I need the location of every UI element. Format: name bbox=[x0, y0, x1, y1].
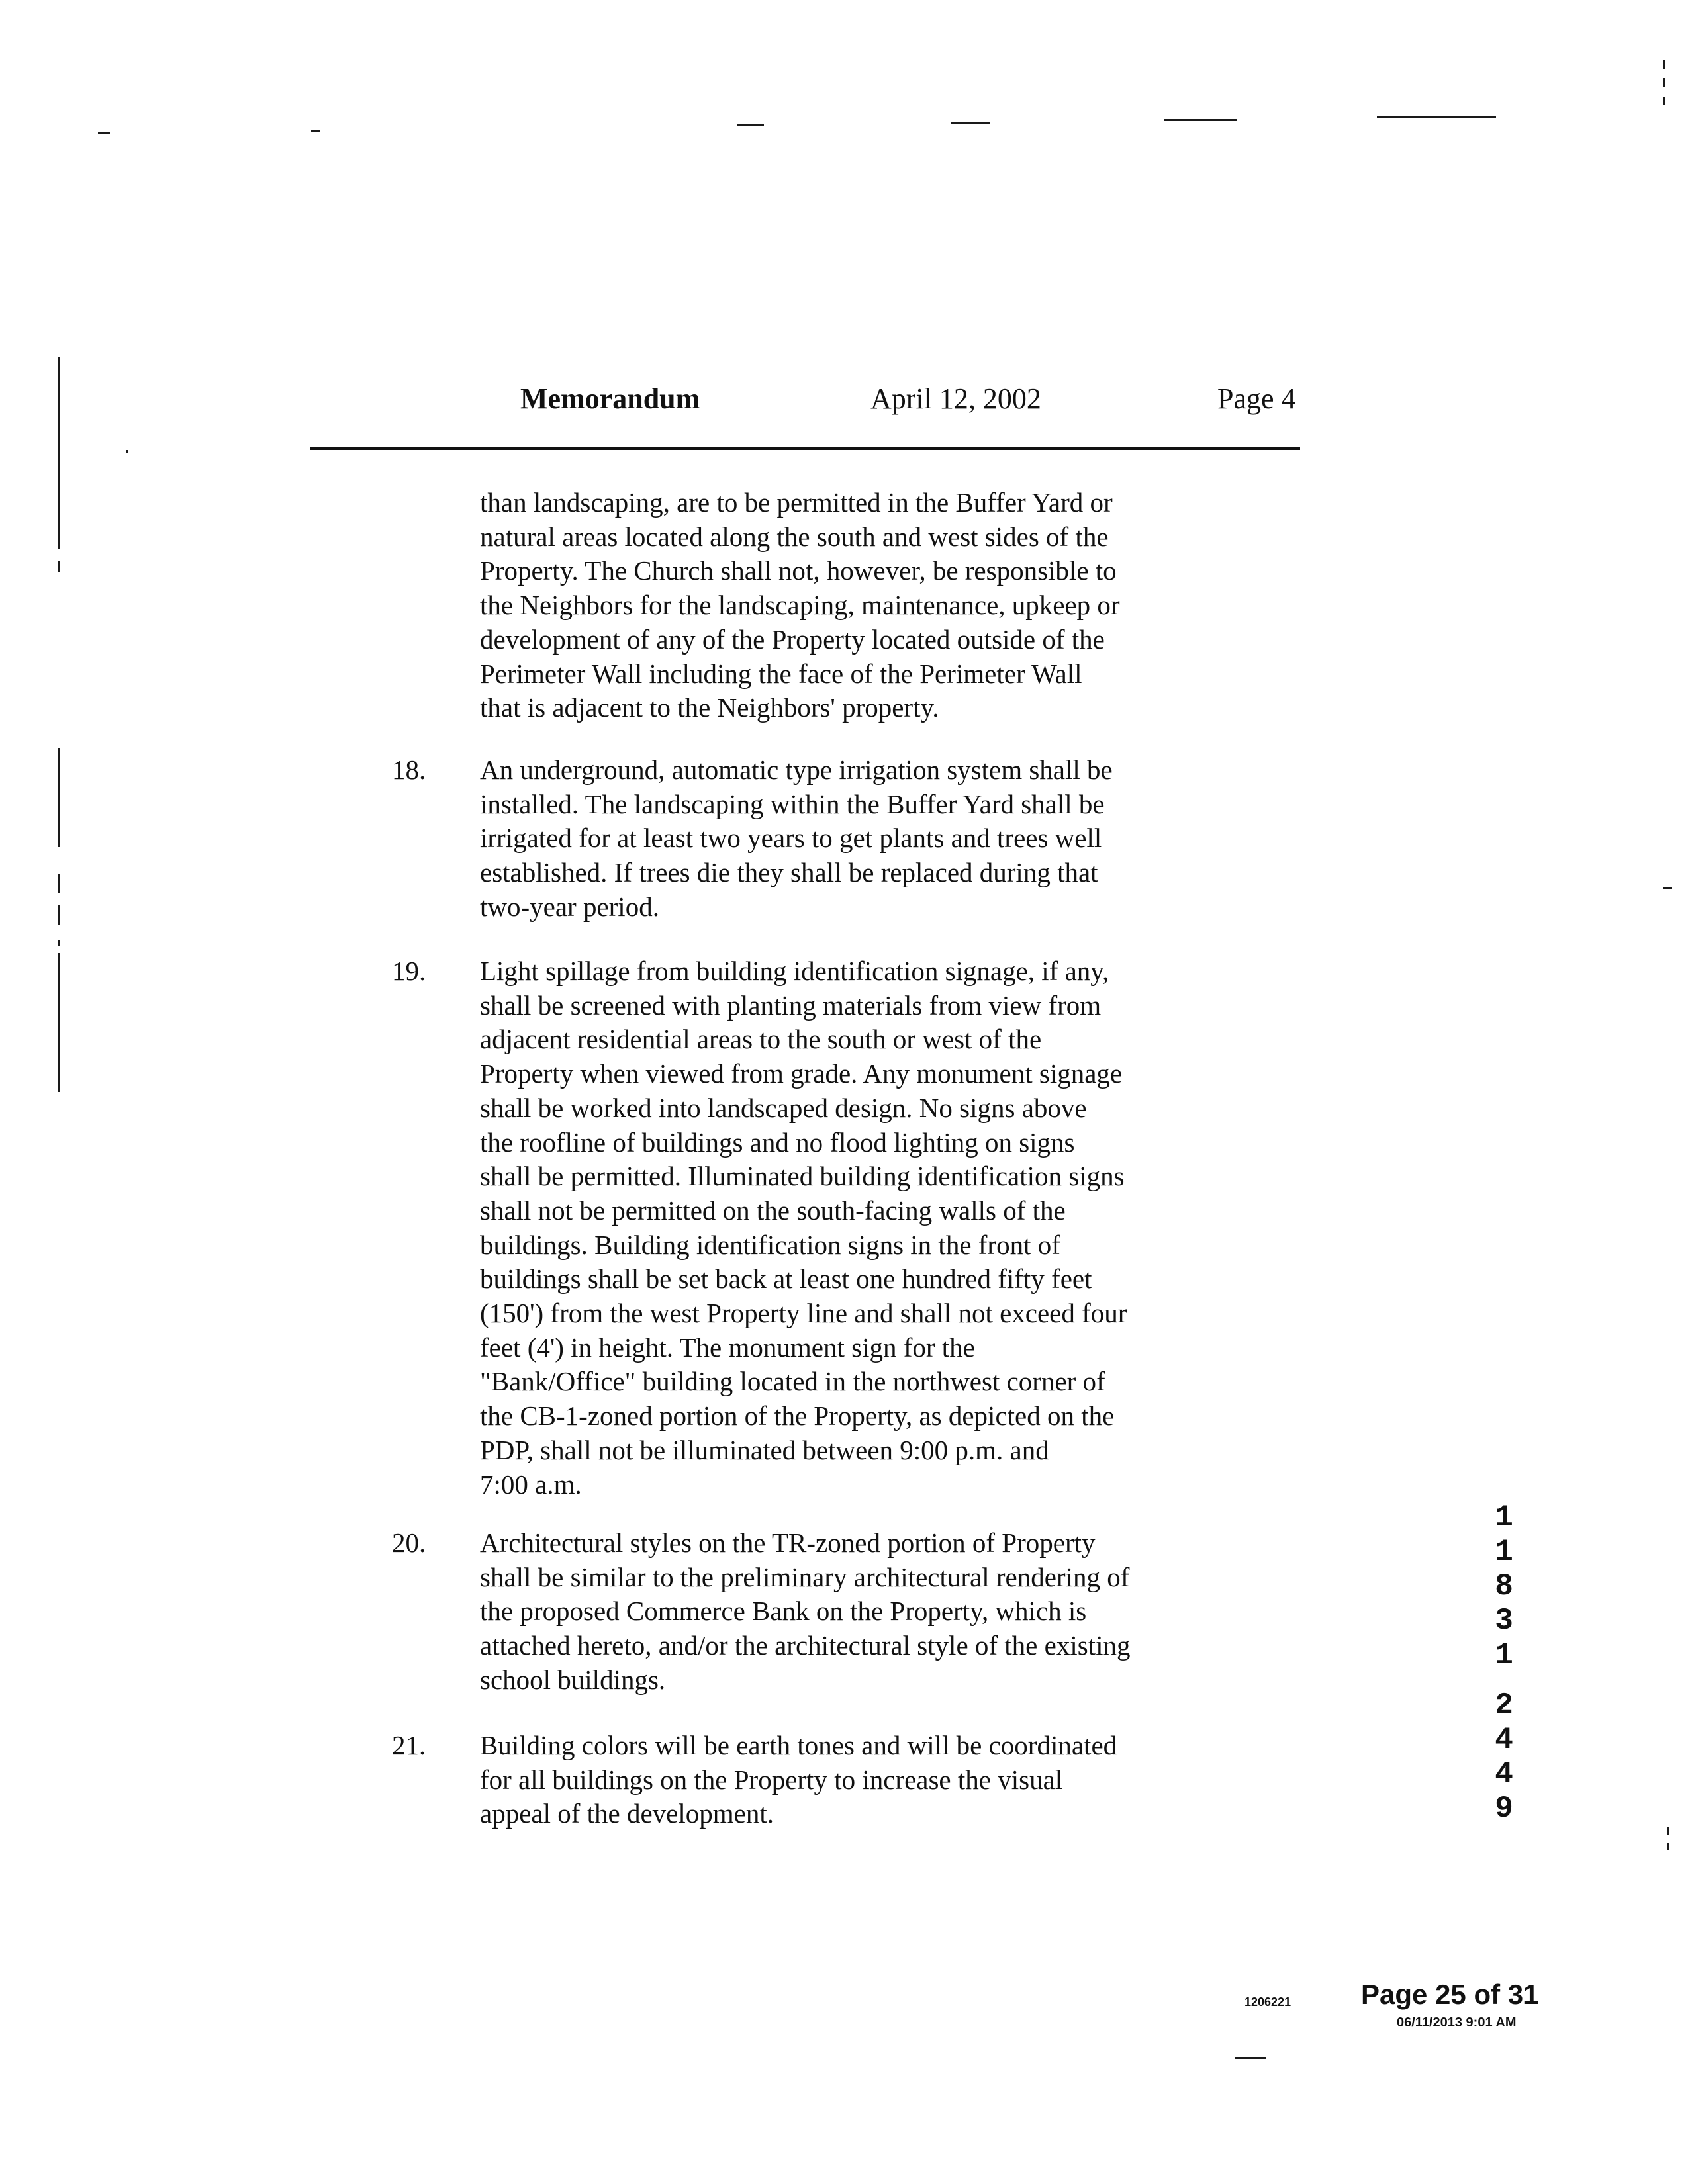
scan-mark bbox=[58, 748, 60, 847]
scan-mark bbox=[951, 122, 990, 124]
item-text: Building colors will be earth tones and will be coordinated for all buildings on the Property to increase the visual appeal of the development. bbox=[480, 1730, 1117, 1829]
margin-digit: 1 bbox=[1495, 1638, 1513, 1672]
memo-date: April 12, 2002 bbox=[870, 383, 1041, 415]
scan-mark bbox=[1164, 119, 1237, 121]
item-text: Light spillage from building identification signage, if any, shall be screened with planting materials from view from adjacent residential areas to the south or west of the Property when viewed from grade. Any monument signage shall be worked into landscaped design. No signs above the roofline of buildings and no flood lighting on signs shall be permitted. Illuminated building identification signs shall not be permitted on the south-facing walls of the buildings. Building identification signs in the front of buildings shall be set back at least one hundred fifty feet (150') from the west Property line and shall not exceed four feet (4') in height. The monument sign for the "Bank/Office" building located in the northwest corner of the CB-1-zoned portion of the Property, as depicted on the PDP, shall not be illuminated between 9:00 p.m. and 7:00 a.m. bbox=[480, 956, 1127, 1500]
scan-mark bbox=[1377, 116, 1496, 118]
scan-mark bbox=[1663, 97, 1665, 105]
recording-timestamp: 06/11/2013 9:01 AM bbox=[1397, 2015, 1517, 2030]
memo-title: Memorandum bbox=[520, 383, 700, 415]
margin-digit: 2 bbox=[1495, 1688, 1513, 1723]
scan-mark bbox=[1663, 60, 1665, 69]
header-rule bbox=[310, 447, 1300, 450]
margin-digit: 3 bbox=[1495, 1604, 1513, 1638]
margin-digit: 1 bbox=[1495, 1535, 1513, 1569]
scan-mark bbox=[58, 357, 60, 549]
scan-mark bbox=[737, 124, 764, 126]
scan-mark bbox=[98, 132, 110, 134]
scan-mark bbox=[58, 561, 60, 572]
scan-mark bbox=[58, 940, 60, 946]
scan-mark bbox=[311, 130, 320, 132]
continued-paragraph: than landscaping, are to be permitted in the Buffer Yard or natural areas located along the south and west sides of the Property. The Church shall not, however, be responsible to the Neighbors for the landscaping, maintenance, upkeep or development of any of the Property located outside of the Perimeter Wall including the face of the Perimeter Wall that is adjacent to the Neighbors' property. bbox=[480, 487, 1120, 723]
document-code: 1206221 bbox=[1244, 1995, 1291, 2009]
recording-page-count: Page 25 of 31 bbox=[1361, 1979, 1539, 2010]
scan-mark bbox=[58, 874, 60, 893]
memo-page-number: Page 4 bbox=[1217, 383, 1296, 415]
scan-mark bbox=[1663, 78, 1665, 87]
margin-digit: 9 bbox=[1495, 1792, 1513, 1826]
item-number: 19. bbox=[392, 956, 426, 986]
scan-mark bbox=[1235, 2057, 1266, 2059]
scan-mark bbox=[58, 905, 60, 925]
item-number: 18. bbox=[392, 754, 426, 785]
item-text: Architectural styles on the TR-zoned portion of Property shall be similar to the preliminary architectural rendering of the proposed Commerce Bank on the Property, which is attached hereto, and/or the architectural style of the existing school buildings. bbox=[480, 1527, 1131, 1695]
item-number: 20. bbox=[392, 1527, 426, 1558]
margin-digit: 1 bbox=[1495, 1500, 1513, 1535]
margin-digit: 4 bbox=[1495, 1757, 1513, 1792]
item-text: An underground, automatic type irrigation system shall be installed. The landscaping within the Buffer Yard shall be irrigated for at least two years to get plants and trees well established. If trees die they shall be replaced during that two-year period. bbox=[480, 754, 1113, 922]
scan-mark bbox=[126, 450, 128, 453]
scan-mark bbox=[1663, 887, 1672, 889]
scan-mark bbox=[1667, 1843, 1669, 1850]
margin-digit: 4 bbox=[1495, 1723, 1513, 1757]
scan-mark bbox=[58, 953, 60, 1092]
margin-digit: 8 bbox=[1495, 1569, 1513, 1604]
scan-mark bbox=[1667, 1827, 1669, 1835]
item-number: 21. bbox=[392, 1730, 426, 1760]
